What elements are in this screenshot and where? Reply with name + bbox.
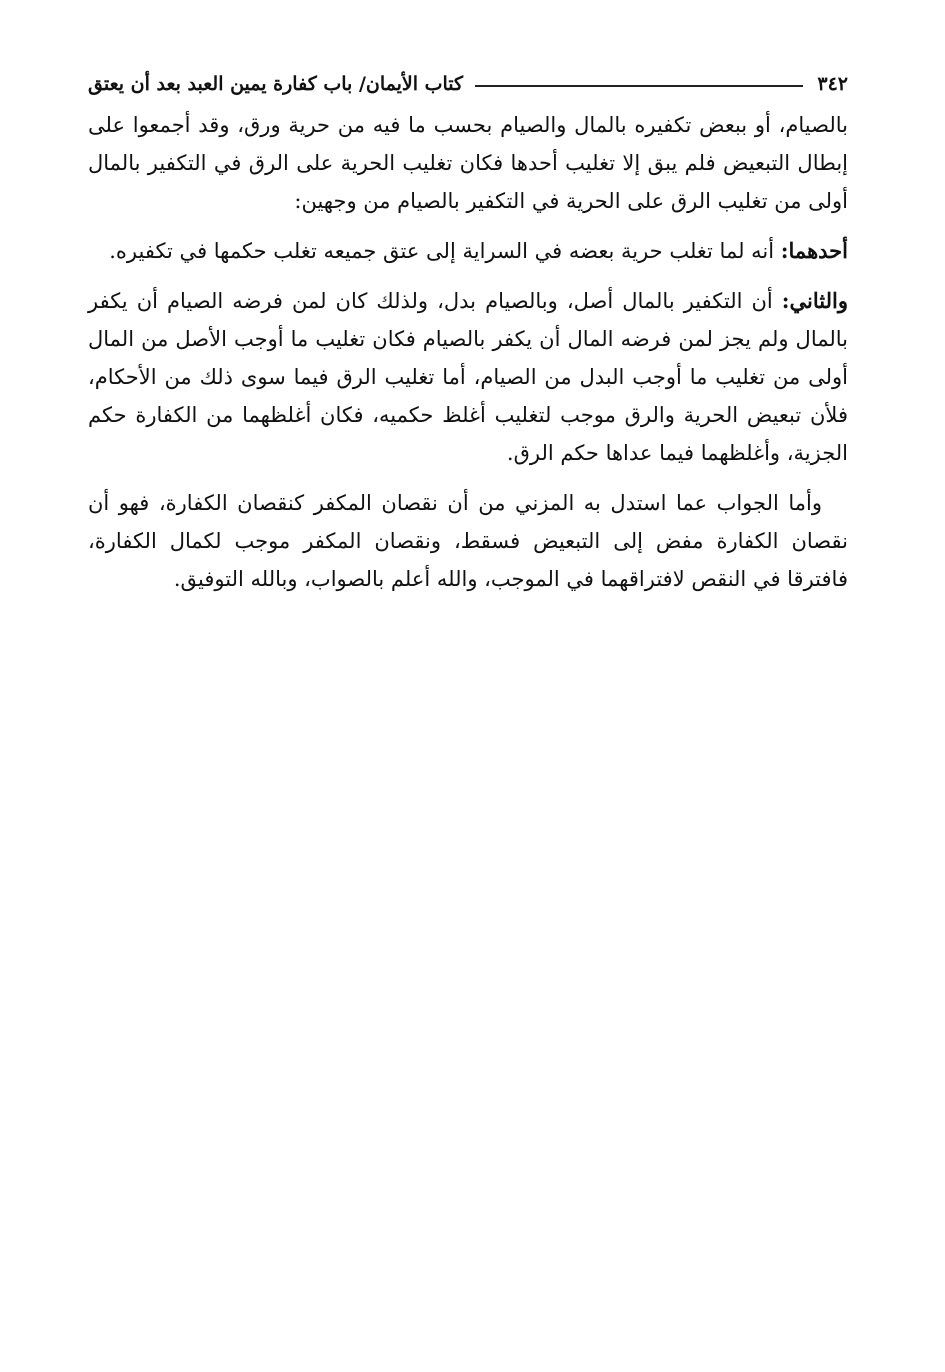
body-text <box>88 106 848 598</box>
paragraph <box>88 484 848 598</box>
header-rule <box>475 85 803 87</box>
paragraph-lead: أحدهما: <box>780 238 848 263</box>
paragraph <box>88 282 848 472</box>
paragraph <box>88 232 848 270</box>
paragraph-text: وأما الجواب عما استدل به المزني من أن نقصان المكفر كنقصان الكفارة، فهو أن نقصان الكفارة مفض إلى التبعيض فسقط، ونقصان المكفر موجب لكمال الكفارة، فافترقا في النقص لافتراقهما في الموجب، والله أعلم بالصواب، وبالله التوفيق. <box>88 491 848 591</box>
page-number: ٣٤٢ <box>817 73 848 95</box>
running-title: كتاب الأيمان/ باب كفارة يمين العبد بعد أن يعتق <box>88 73 464 95</box>
paragraph-text: أن التكفير بالمال أصل، وبالصيام بدل، ولذلك كان لمن فرضه الصيام أن يكفر بالمال ولم يجز لمن فرضه المال أن يكفر بالصيام فكان تغليب ما أوجب الأصل من المال أولى من تغليب ما أوجب البدل من الصيام، أما تغليب الرق فيما سوى ذلك من الأحكام، فلأن تبعيض الحرية والرق موجب لتغليب أغلظ حكميه، فكان أغلظهما من الكفارة حكم الجزية، وأغلظهما فيما عداها حكم الرق. <box>88 289 848 465</box>
paragraph-text: أنه لما تغلب حرية بعضه في السراية إلى عتق جميعه تغلب حكمها في تكفيره. <box>109 239 781 263</box>
paragraph-lead: والثاني: <box>781 288 848 313</box>
paragraph-text: بالصيام، أو ببعض تكفيره بالمال والصيام بحسب ما فيه من حرية ورق، وقد أجمعوا على إبطال التبعيض فلم يبق إلا تغليب أحدها فكان تغليب الحرية على الرق في التكفير بالمال أولى من تغليب الرق على الحرية في التكفير بالصيام من وجهين: <box>88 113 848 213</box>
paragraph <box>88 106 848 220</box>
book-page <box>88 62 848 610</box>
page-header <box>88 62 848 106</box>
